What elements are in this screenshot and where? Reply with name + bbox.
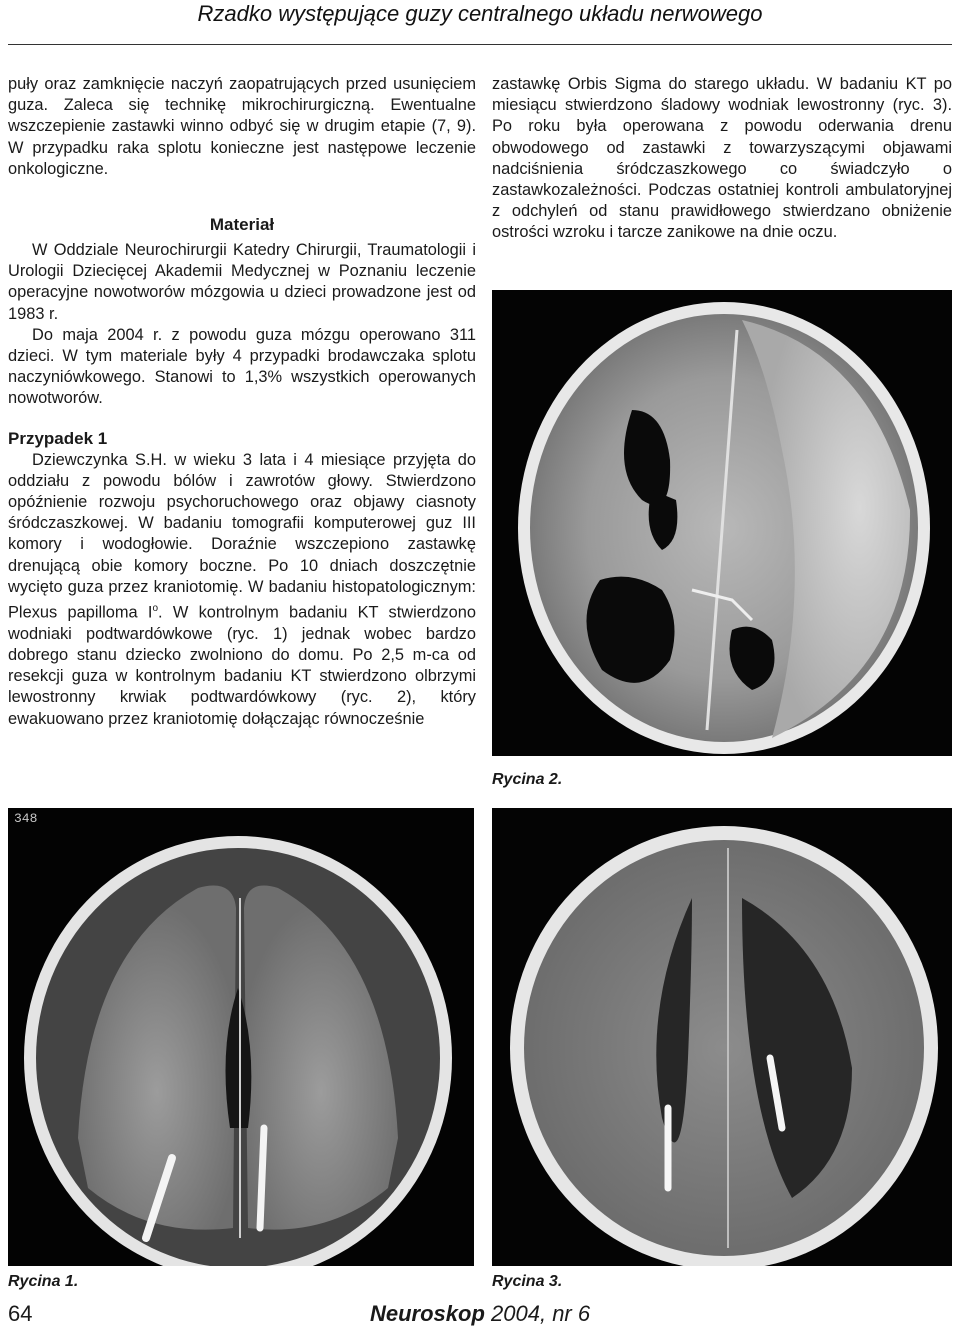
header-rule — [8, 44, 952, 45]
ct-scan-1-image — [8, 808, 474, 1266]
page-number: 64 — [8, 1301, 33, 1326]
case-text-part2: . W kontrolnym badaniu KT stwierdzono wodniaki podtwardówkowe (ryc. 1) jednak wobec bardzo dobrego stanu dziecko zwolniono do domu. Po 2,5 m-ca od resekcji guza w kontrolnym badaniu KT stwierdzono olbrzymi lewostronny krwiak podtwardówkowy (ryc. 2), który ewakuowano przez kraniotomię dołączając równocześnie — [8, 603, 476, 728]
continuation-paragraph: zastawkę Orbis Sigma do starego układu. W badaniu KT po miesiącu stwierdzono śladowy wodniak lewostronny (ryc. 3). Po roku była operowana z powodu oderwania drenu obwodowego od zastawki z towarzyszącymi objawami nadciśnienia śródczaszkowego co świadczyło o zastawkozależności. Podczas ostatniej kontroli ambulatoryjnej z odchyleń od stanu prawidłowego stwierdzano obniżenie ostrości wzroku i tarcze zanikowe na dnie oczu. — [492, 75, 952, 242]
grade-superscript: o — [152, 603, 159, 615]
ct-scan-2-image — [492, 290, 952, 756]
figure-2-caption: Rycina 2. — [492, 771, 563, 788]
material-paragraph-1: W Oddziale Neurochirurgii Katedry Chirurgii, Traumatologii i Urologii Dziecięcej Akademii Medycznej w Poznaniu leczenie operacyjne nowotworów mózgowia u dzieci prowadzone jest od 1983 r. — [8, 241, 476, 323]
ct-scan-figure-3 — [492, 808, 952, 1266]
case-heading: Przypadek 1 — [8, 428, 108, 448]
case-paragraph — [8, 450, 476, 730]
running-title: Rzadko występujące guzy centralnego układu nerwowego — [197, 1, 763, 26]
journal-issue: 2004, nr 6 — [484, 1301, 591, 1326]
ct-scan-figure-2 — [492, 290, 952, 756]
journal-citation — [370, 1300, 590, 1328]
left-column — [8, 74, 476, 730]
right-column — [492, 74, 952, 244]
material-paragraph-2: Do maja 2004 r. z powodu guza mózgu operowano 311 dzieci. W tym materiale były 4 przypadki brodawczaka splotu naczyniówkowego. Stanowi to 1,3% wszystkich operowanych nowotworów. — [8, 325, 476, 408]
ct-scan-3-image — [492, 808, 952, 1266]
journal-name: Neuroskop — [370, 1301, 485, 1326]
material-heading: Materiał — [209, 215, 275, 235]
case-text-part1: Dziewczynka S.H. w wieku 3 lata i 4 miesiące przyjęta do oddziału z powodu bólów i zawrotów głowy. Stwierdzono opóźnienie rozwoju psychoruchowego oraz objawy ciasnoty śródczaszkowej. W badaniu tomografii komputerowej guz III komory i wodogłowie. Doraźnie wszczepiono zastawkę drenującą obie komory boczne. Po 10 dniach doszczętnie wycięto guza przez kraniotomię. W badaniu histopatologicznym: Plexus papilloma I — [8, 450, 476, 622]
scan-label: 348 — [14, 811, 38, 826]
ct-scan-figure-1 — [8, 808, 474, 1266]
figure-3-caption: Rycina 3. — [492, 1273, 563, 1290]
figure-1-caption: Rycina 1. — [8, 1273, 79, 1290]
intro-paragraph: puły oraz zamknięcie naczyń zaopatrujących przed usunięciem guza. Zaleca się technikę mikrochirurgiczną. Ewentualne wszczepienie zastawki winno odbyć się w drugim etapie (7, 9). W przypadku raka splotu konieczne jest następowe leczenie onkologiczne. — [8, 75, 476, 178]
